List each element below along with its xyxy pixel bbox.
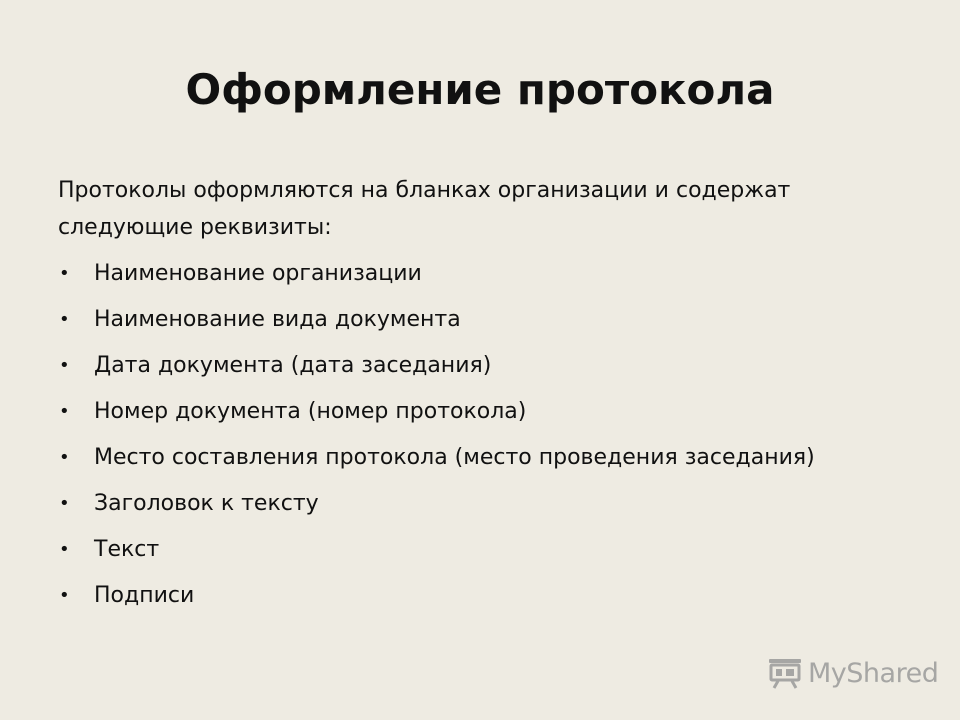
list-item [58, 304, 918, 335]
list-item-text: Номер документа (номер протокола) [94, 399, 527, 424]
myshared-watermark [766, 656, 938, 690]
list-item-text: Наименование организации [94, 261, 422, 286]
list-item [58, 258, 918, 289]
slide-title: Оформление протокола [185, 65, 775, 114]
list-item-text: Заголовок к тексту [94, 491, 319, 516]
bullet-icon: • [59, 493, 70, 514]
bullet-icon: • [59, 447, 70, 468]
list-item [58, 488, 918, 519]
list-item [58, 534, 918, 565]
intro-paragraph: Протоколы оформляются на бланках организации и содержат следующие реквизиты: [58, 178, 791, 240]
bullet-icon: • [59, 539, 70, 560]
list-item-text: Место составления протокола (место проведения заседания) [94, 445, 815, 470]
list-item [58, 580, 918, 611]
list-item-text: Дата документа (дата заседания) [94, 353, 492, 378]
list-item-text: Наименование вида документа [94, 307, 461, 332]
list-item [58, 350, 918, 381]
list-item-text: Текст [94, 537, 160, 562]
bullet-icon: • [59, 355, 70, 376]
bullet-icon: • [59, 401, 70, 422]
bullet-icon: • [59, 263, 70, 284]
presentation-board-icon [766, 656, 804, 690]
watermark-text: MyShared [808, 657, 939, 689]
list-item [58, 396, 918, 427]
list-item [58, 442, 918, 473]
bullet-icon: • [59, 585, 70, 606]
bullet-icon: • [59, 309, 70, 330]
requisites-list [58, 258, 918, 626]
list-item-text: Подписи [94, 583, 195, 608]
